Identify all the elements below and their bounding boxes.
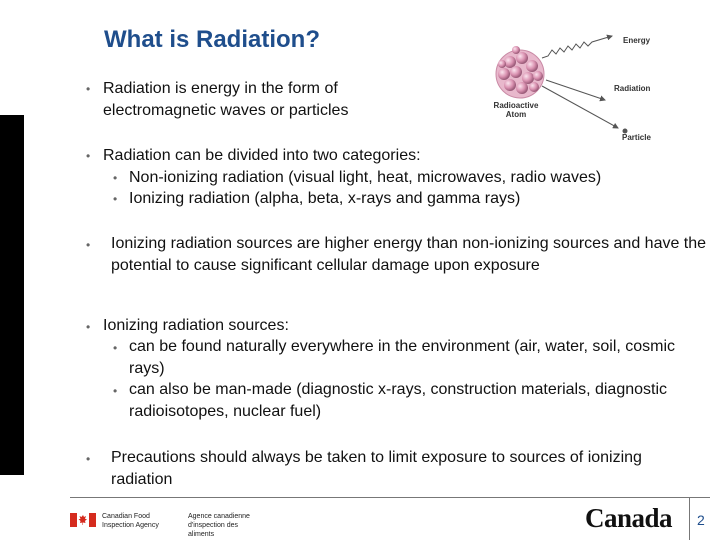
atom-nucleus-icon <box>496 46 544 98</box>
canada-wordmark: Canada <box>585 503 673 533</box>
sub-dot-2-1: • <box>113 171 118 185</box>
bullet-dot-1: • <box>86 82 91 96</box>
bullet-4-sub-2: can also be man-made (diagnostic x-rays, construction materials, diagnostic radioisotopes, nuclear fuel) <box>129 381 668 420</box>
sub-dot-4-1: • <box>113 341 118 355</box>
bullet-4-sub-1: can be found naturally everywhere in the environment (air, water, soil, cosmic rays) <box>129 338 676 377</box>
bullet-dot-3: • <box>86 238 91 252</box>
radiation-label: Radiation <box>614 84 651 93</box>
bullet-3-text: Ionizing radiation sources are higher energy than non-ionizing sources and have the potential to cause significant cellular damage upon exposure <box>111 235 707 274</box>
agency-signature <box>70 508 280 538</box>
page-number-divider <box>689 497 690 540</box>
bullet-2-text: Radiation can be divided into two categories: <box>103 147 421 164</box>
bullet-dot-5: • <box>86 452 91 466</box>
canada-flag-icon <box>70 513 96 527</box>
bullet-4-text: Ionizing radiation sources: <box>103 317 289 334</box>
bullet-dot-4: • <box>86 320 91 334</box>
left-accent-top <box>0 0 24 115</box>
left-accent-bar <box>0 115 24 475</box>
page-number: 2 <box>697 512 705 528</box>
bullet-1-text: Radiation is energy in the form of electromagnetic waves or particles <box>103 80 349 119</box>
bullet-5-text: Precautions should always be taken to limit exposure to sources of ionizing radiation <box>111 449 642 488</box>
sub-dot-2-2: • <box>113 192 118 206</box>
sub-dot-4-2: • <box>113 384 118 398</box>
bullet-dot-2: • <box>86 149 91 163</box>
energy-label: Energy <box>623 36 651 45</box>
radioactive-atom-label: Radioactive Atom <box>493 101 539 119</box>
left-accent-bottom <box>0 475 24 540</box>
energy-wave-icon <box>542 36 612 58</box>
agency-name-english: Canadian Food Inspection Agency <box>102 513 159 529</box>
particle-arrow-icon <box>542 86 618 128</box>
bullet-2-sub-1: Non-ionizing radiation (visual light, heat, microwaves, radio waves) <box>129 169 602 186</box>
bullet-2-sub-2: Ionizing radiation (alpha, beta, x-rays and gamma rays) <box>129 190 521 207</box>
radiation-arrow-icon <box>546 80 605 100</box>
agency-name-french: Agence canadienne d'inspection des aliments <box>188 513 250 538</box>
particle-label: Particle <box>622 133 651 142</box>
footer-divider <box>70 497 710 498</box>
slide-title: What is Radiation? <box>104 26 320 53</box>
